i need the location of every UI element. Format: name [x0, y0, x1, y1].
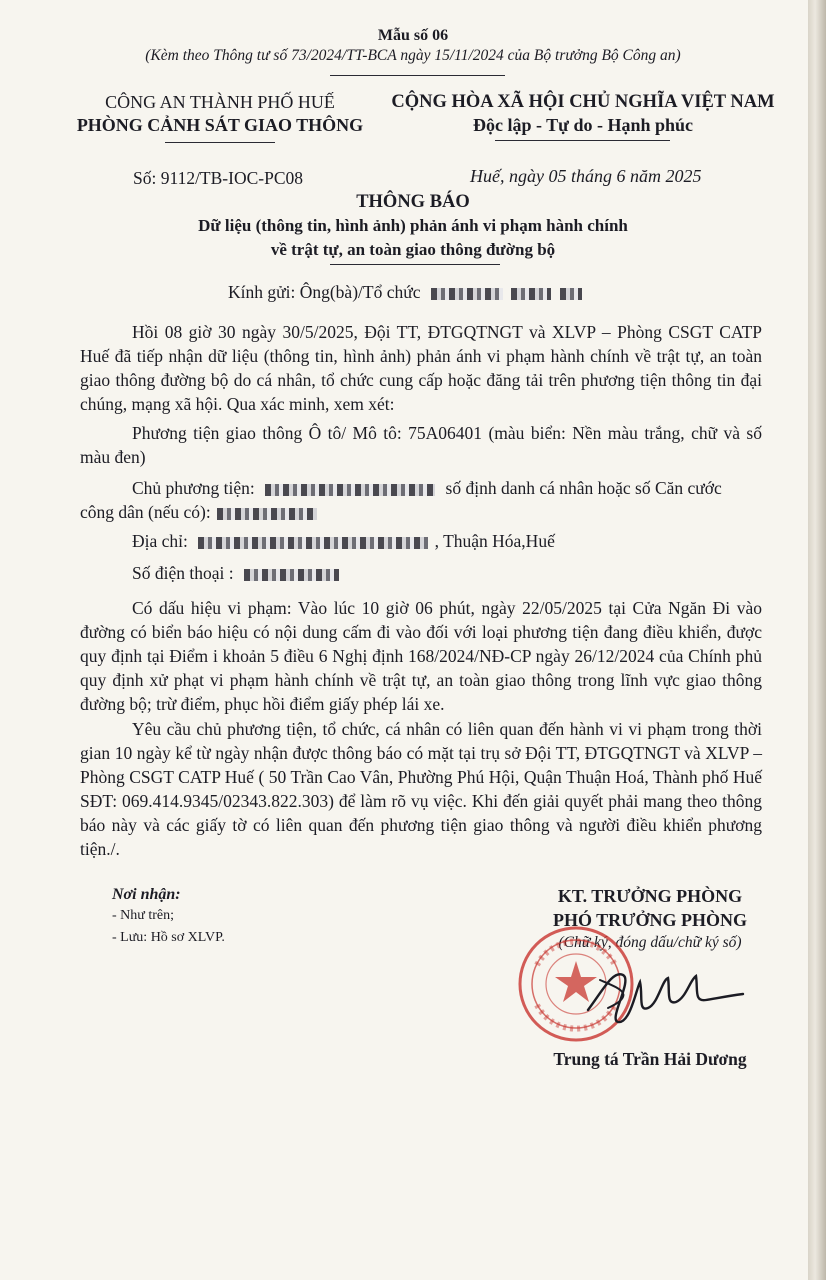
signer-title-1: KT. TRƯỞNG PHÒNG	[557, 886, 743, 906]
nation-motto: Độc lập - Tự do - Hạnh phúc	[472, 115, 694, 135]
owner-id-line	[80, 502, 319, 523]
document-title: THÔNG BÁO	[356, 192, 470, 212]
agency-name: CÔNG AN THÀNH PHỐ HUẾ	[105, 92, 335, 112]
handwritten-signature-icon	[578, 950, 748, 1040]
recipient-label: Kính gửi: Ông(bà)/Tổ chức	[228, 282, 421, 302]
owner-label: Chủ phương tiện:	[132, 478, 255, 498]
agency-department: PHÒNG CẢNH SÁT GIAO THÔNG	[76, 115, 364, 135]
recipient-item: - Như trên;	[112, 908, 175, 923]
redacted-name	[511, 288, 551, 300]
phone-line	[132, 563, 341, 584]
recipients-title: Nơi nhận:	[112, 886, 181, 903]
page-edge	[808, 0, 826, 1280]
form-reference: (Kèm theo Thông tư số 73/2024/TT-BCA ngày 15/11/2024 của Bộ trưởng Bộ Công an)	[145, 47, 681, 64]
place-date: Huế, ngày 05 tháng 6 năm 2025	[470, 166, 702, 186]
nation-title: CỘNG HÒA XÃ HỘI CHỦ NGHĨA VIỆT NAM	[391, 92, 775, 112]
document-subtitle-2: về trật tự, an toàn giao thông đường bộ	[270, 240, 556, 259]
motto-underline	[495, 140, 670, 141]
address-tail: , Thuận Hóa,Huế	[434, 531, 555, 551]
title-underline	[330, 264, 500, 265]
owner-id-label: số định danh cá nhân hoặc số Căn cước	[445, 478, 722, 498]
phone-label: Số điện thoại :	[132, 563, 234, 583]
document-subtitle-1: Dữ liệu (thông tin, hình ảnh) phản ánh vi phạm hành chính	[198, 216, 628, 235]
redacted-phone	[244, 569, 339, 581]
paragraph-intake: Hồi 08 giờ 30 ngày 30/5/2025, Đội TT, ĐTGQTNGT và XLVP – Phòng CSGT CATP Huế đã tiếp nhận dữ liệu (thông tin, hình ảnh) phản ánh vi phạm hành chính về trật tự, an toàn giao thông đường bộ do cá nhân, tổ chức cung cấp hoặc đăng tải trên phương tiện thông tin đại chúng, mạng xã hội. Qua xác minh, xem xét:	[80, 322, 762, 414]
signature-note: (Chữ ký, đóng dấu/chữ ký số)	[558, 934, 742, 951]
redacted-owner	[265, 484, 435, 496]
redacted-id	[217, 508, 317, 520]
owner-id-label-2: công dân (nếu có):	[80, 502, 211, 522]
address-label: Địa chỉ:	[132, 531, 188, 551]
signer-name: Trung tá Trần Hải Dương	[553, 1049, 747, 1069]
owner-line	[132, 478, 722, 499]
agency-underline	[165, 142, 275, 143]
signer-title-2: PHÓ TRƯỞNG PHÒNG	[552, 910, 747, 930]
address-line	[132, 531, 555, 552]
recipient-line	[228, 282, 584, 303]
redacted-address	[198, 537, 428, 549]
form-number: Mẫu số 06	[377, 27, 449, 44]
paragraph-vehicle: Phương tiện giao thông Ô tô/ Mô tô: 75A06401 (màu biển: Nền màu trắng, chữ và số màu đen)	[80, 423, 762, 467]
recipient-item: - Lưu: Hồ sơ XLVP.	[112, 930, 225, 945]
redacted-name	[431, 288, 503, 300]
redacted-name	[560, 288, 582, 300]
document-number: Số: 9112/TB-IOC-PC08	[133, 168, 303, 188]
header-divider	[330, 75, 505, 76]
paragraph-violation: Có dấu hiệu vi phạm: Vào lúc 10 giờ 06 phút, ngày 22/05/2025 tại Cửa Ngăn Đi vào đường có biển báo hiệu có nội dung cấm đi vào đối với loại phương tiện đang điều khiển, được quy định tại Điểm i khoản 5 điều 6 Nghị định 168/2024/NĐ-CP ngày 26/12/2024 của Chính phủ quy định xử phạt vi phạm hành chính về trật tự, an toàn giao thông trong lĩnh vực giao thông đường bộ; trừ điểm, phục hồi điểm giấy phép lái xe.	[80, 598, 762, 714]
paragraph-request: Yêu cầu chủ phương tiện, tổ chức, cá nhân có liên quan đến hành vi vi phạm trong thời gian 10 ngày kể từ ngày nhận được thông báo có mặt tại trụ sở Đội TT, ĐTGQTNGT và XLVP – Phòng CSGT CATP Huế ( 50 Trần Cao Vân, Phường Phú Hội, Quận Thuận Hoá, Thành phố Huế SĐT: 069.414.9345/02343.822.303) để làm rõ vụ việc. Khi đến giải quyết phải mang theo thông báo này và các giấy tờ có liên quan đến phương tiện giao thông và người điều khiển phương tiện./.	[80, 719, 762, 859]
